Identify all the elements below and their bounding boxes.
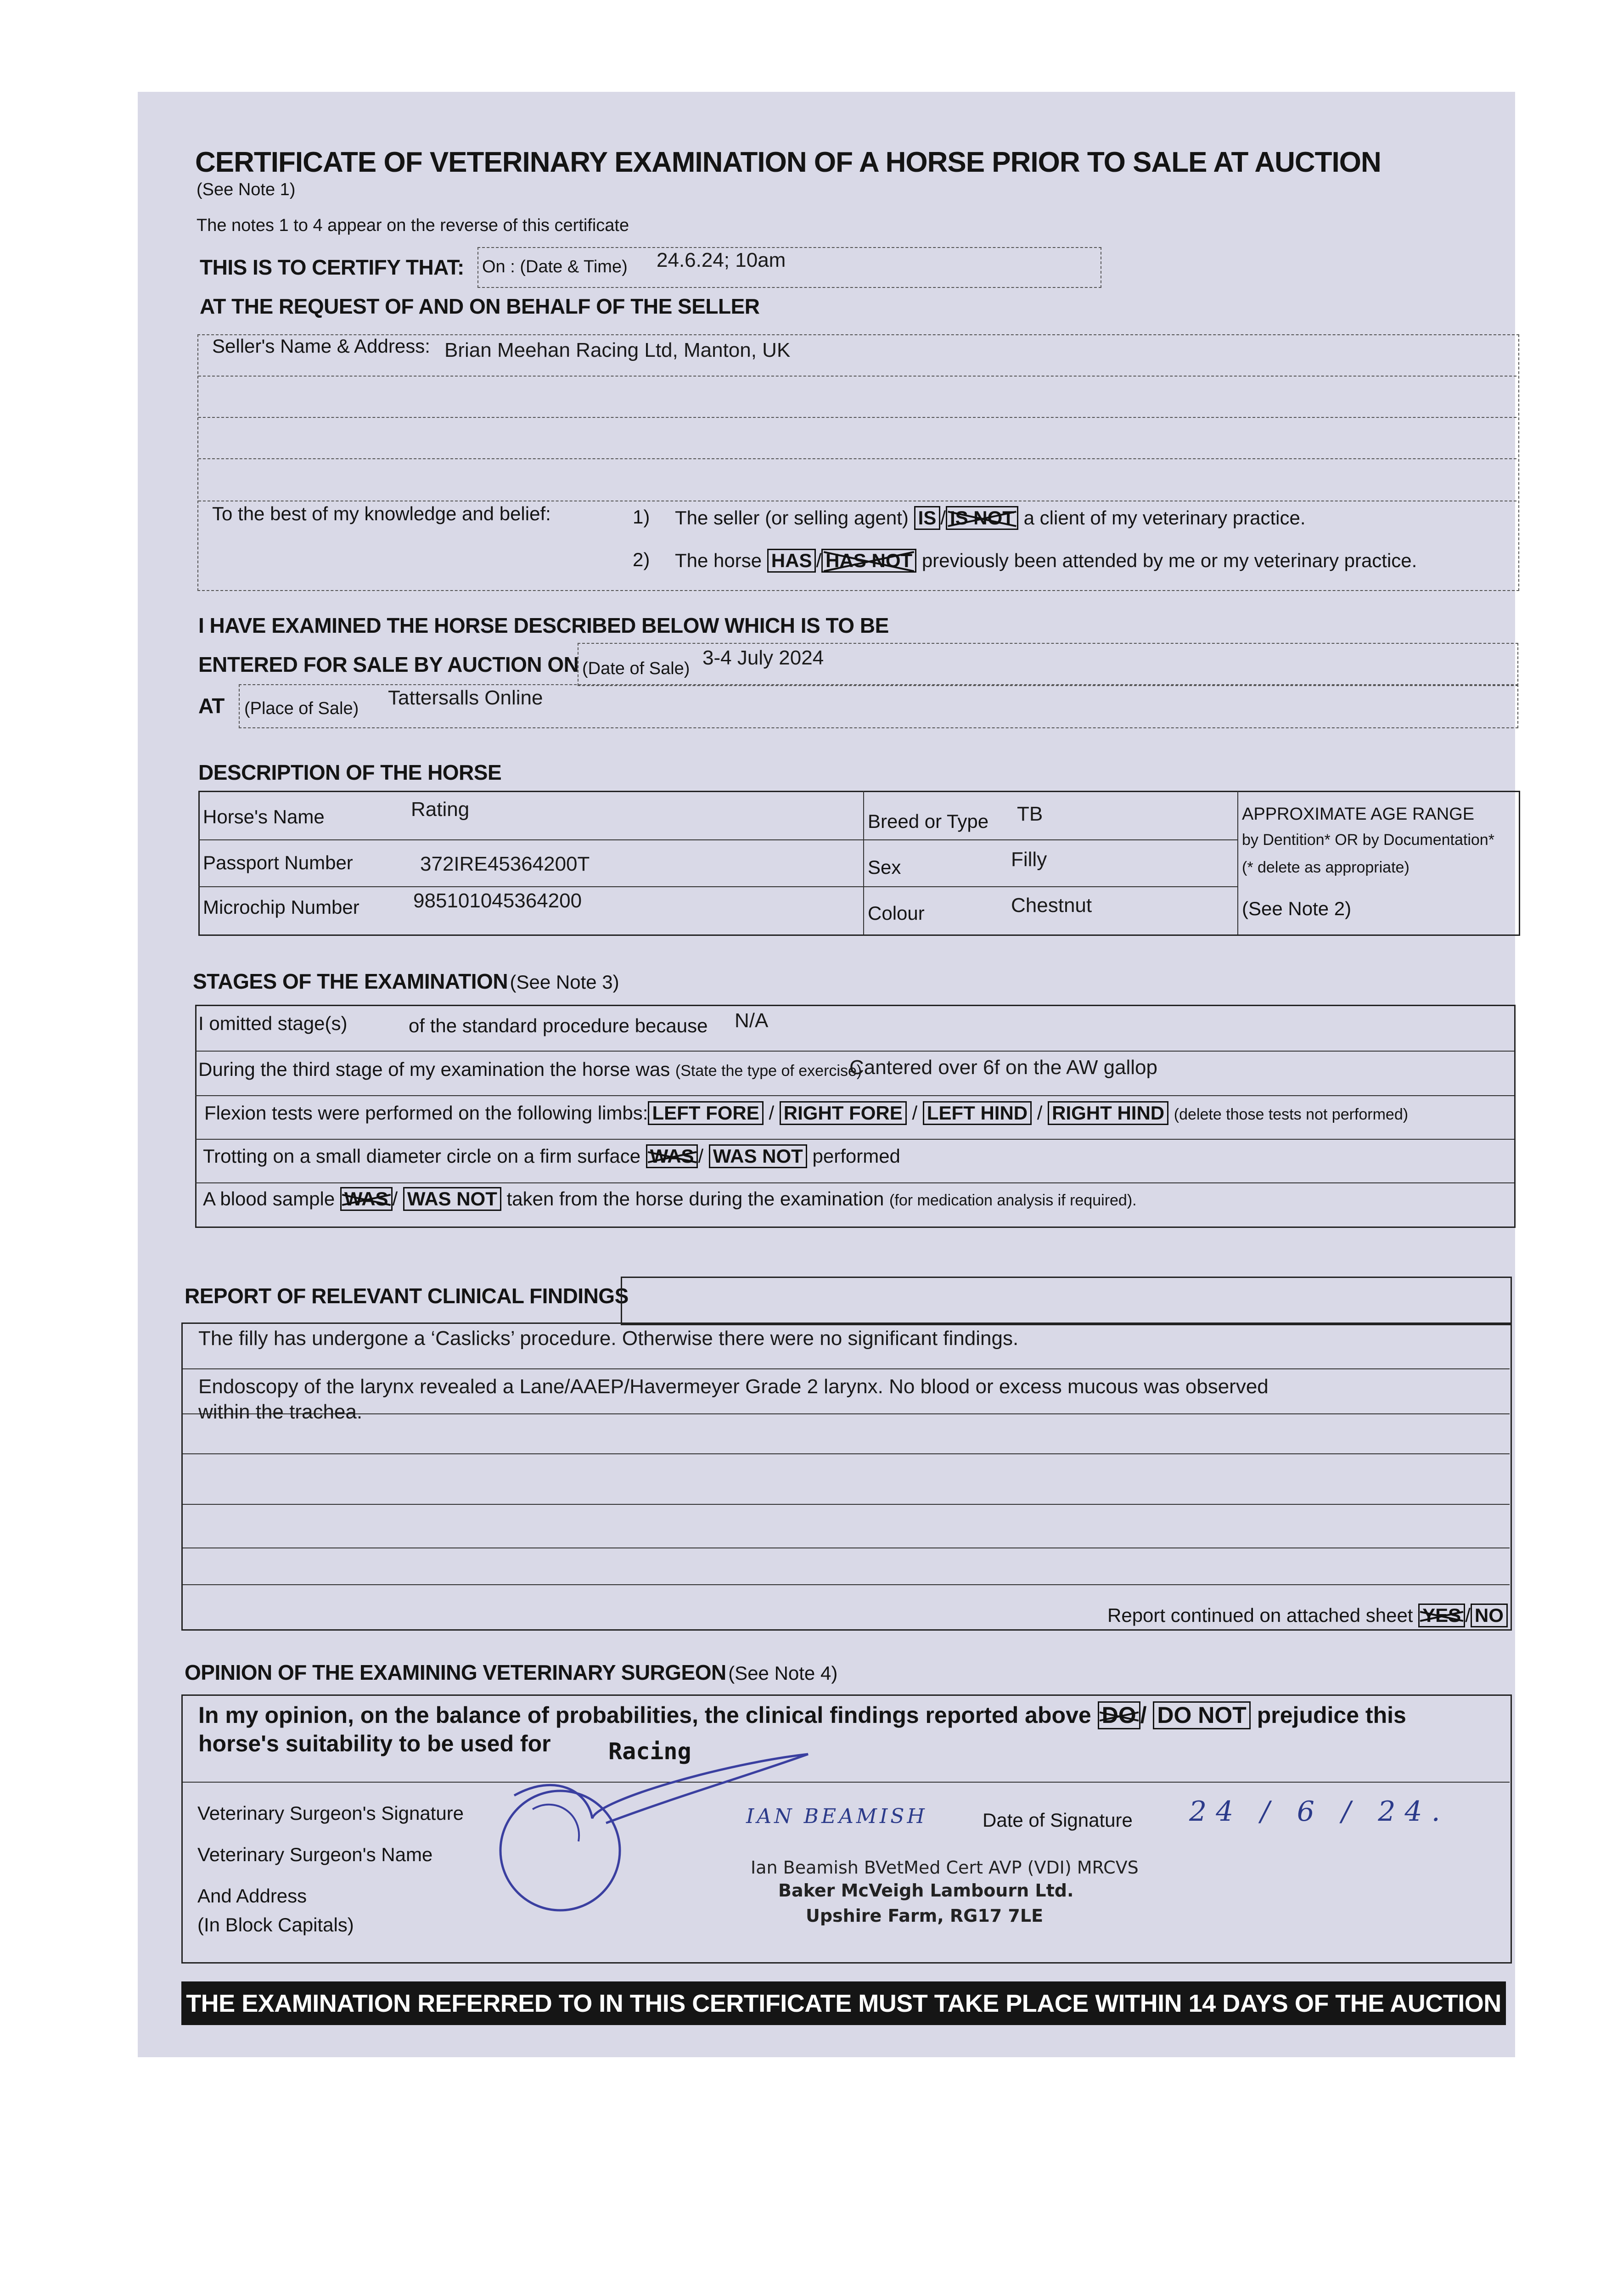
trot-was-struck[interactable]: WAS bbox=[646, 1144, 698, 1168]
flexion-row: Flexion tests were performed on the following limbs: LEFT FORE / RIGHT FORE / LEFT HIND / RIGHT HIND (delete those tests not performed) bbox=[204, 1101, 1408, 1125]
flex-right-hind[interactable]: RIGHT HIND bbox=[1048, 1101, 1168, 1125]
opinion-use-value: Racing bbox=[608, 1738, 691, 1765]
blood-was-not[interactable]: WAS NOT bbox=[403, 1187, 501, 1211]
sale-at-label: AT bbox=[198, 694, 225, 718]
age-heading: APPROXIMATE AGE RANGE bbox=[1242, 805, 1475, 824]
colour-label: Colour bbox=[868, 902, 925, 924]
stages-heading: STAGES OF THE EXAMINATION (See Note 3) bbox=[193, 969, 619, 993]
option-is-not-struck[interactable]: IS NOT bbox=[946, 506, 1018, 530]
colour-value: Chestnut bbox=[1011, 894, 1092, 917]
belief-item2-suffix: previously been attended by me or my veterinary practice. bbox=[921, 550, 1417, 571]
opinion-heading: OPINION OF THE EXAMINING VETERINARY SURGEON (See Note 4) bbox=[185, 1660, 838, 1684]
passport-label: Passport Number bbox=[203, 852, 353, 873]
flex-left-hind[interactable]: LEFT HIND bbox=[923, 1101, 1032, 1125]
breed-label: Breed or Type bbox=[868, 810, 989, 832]
sex-value: Filly bbox=[1011, 848, 1047, 871]
continued-no[interactable]: NO bbox=[1471, 1604, 1508, 1627]
request-label: AT THE REQUEST OF AND ON BEHALF OF THE SELLER bbox=[200, 294, 760, 318]
report-line-2b: within the trachea. bbox=[198, 1401, 363, 1423]
opinion-text-3: horse's suitability to be used for bbox=[198, 1731, 551, 1756]
certify-date-value: 24.6.24; 10am bbox=[657, 249, 786, 271]
omitted-label: I omitted stage(s) bbox=[198, 1013, 348, 1034]
printed-name-handwritten: IAN BEAMISH bbox=[746, 1805, 927, 1828]
description-heading: DESCRIPTION OF THE HORSE bbox=[198, 760, 502, 784]
age-note: (See Note 2) bbox=[1242, 898, 1352, 919]
certificate-title: CERTIFICATE OF VETERINARY EXAMINATION OF A HORSE PRIOR TO SALE AT AUCTION bbox=[195, 146, 1381, 178]
seller-label: Seller's Name & Address: bbox=[212, 335, 430, 357]
third-stage-label: During the third stage of my examination the horse was (State the type of exercise) bbox=[198, 1058, 862, 1080]
date-sig-label: Date of Signature bbox=[983, 1809, 1133, 1831]
belief-label: To the best of my knowledge and belief: bbox=[212, 503, 551, 524]
horse-name-label: Horse's Name bbox=[203, 806, 325, 827]
flex-left-fore[interactable]: LEFT FORE bbox=[648, 1101, 763, 1125]
option-has-not-struck[interactable]: HAS NOT bbox=[821, 549, 916, 573]
stamp-line-3: Upshire Farm, RG17 7LE bbox=[806, 1906, 1044, 1926]
horse-name-value: Rating bbox=[411, 798, 470, 821]
sale-place-value: Tattersalls Online bbox=[388, 687, 543, 709]
trot-row: Trotting on a small diameter circle on a firm surface WAS / WAS NOT performed bbox=[203, 1144, 900, 1168]
sig-label: Veterinary Surgeon's Signature bbox=[197, 1802, 464, 1824]
belief-item2: The horse HAS / HAS NOT previously been attended by me or my veterinary practice. bbox=[675, 549, 1417, 573]
age-line-2: by Dentition* OR by Documentation* bbox=[1242, 831, 1494, 849]
trot-was-not[interactable]: WAS NOT bbox=[709, 1144, 807, 1168]
signature-scribble bbox=[487, 1745, 817, 1919]
report-heading: REPORT OF RELEVANT CLINICAL FINDINGS bbox=[185, 1284, 629, 1308]
third-stage-value: Cantered over 6f on the AW gallop bbox=[849, 1056, 1157, 1079]
breed-value: TB bbox=[1017, 803, 1043, 825]
footer-banner: THE EXAMINATION REFERRED TO IN THIS CERTIFICATE MUST TAKE PLACE WITHIN 14 DAYS OF THE AUCTION bbox=[181, 1981, 1506, 2025]
blood-row: A blood sample WAS / WAS NOT taken from the horse during the examination (for medication analysis if required). bbox=[203, 1187, 1137, 1211]
see-note-1: (See Note 1) bbox=[197, 180, 296, 199]
opinion-do-struck[interactable]: DO bbox=[1098, 1701, 1140, 1729]
opinion-text-1: In my opinion, on the balance of probabilities, the clinical findings reported above DO / DO NOT prejudice this bbox=[198, 1701, 1406, 1729]
certify-date-label: On : (Date & Time) bbox=[482, 257, 628, 276]
belief-item1-suffix: a client of my veterinary practice. bbox=[1023, 507, 1306, 529]
omitted-mid: of the standard procedure because bbox=[409, 1015, 708, 1036]
blood-was-struck[interactable]: WAS bbox=[340, 1187, 393, 1211]
report-continued: Report continued on attached sheet YES / NO bbox=[1107, 1604, 1508, 1627]
microchip-label: Microchip Number bbox=[203, 896, 359, 918]
sale-date-value: 3-4 July 2024 bbox=[702, 647, 824, 669]
omitted-value: N/A bbox=[735, 1009, 769, 1032]
flex-right-fore[interactable]: RIGHT FORE bbox=[780, 1101, 907, 1125]
option-is[interactable]: IS bbox=[914, 506, 941, 530]
certify-label: THIS IS TO CERTIFY THAT: bbox=[200, 255, 464, 279]
report-line-2a: Endoscopy of the larynx revealed a Lane/AAEP/Havermeyer Grade 2 larynx. No blood or excess mucous was observed bbox=[198, 1375, 1269, 1398]
report-heading-box bbox=[621, 1277, 1512, 1325]
seller-value: Brian Meehan Racing Ltd, Manton, UK bbox=[444, 339, 791, 361]
option-has[interactable]: HAS bbox=[767, 549, 816, 573]
microchip-value: 985101045364200 bbox=[413, 889, 582, 912]
sale-heading-1: I HAVE EXAMINED THE HORSE DESCRIBED BELOW WHICH IS TO BE bbox=[198, 613, 889, 637]
date-sig-value: 24 / 6 / 24. bbox=[1189, 1795, 1449, 1828]
belief-item1: The seller (or selling agent) IS / IS NOT a client of my veterinary practice. bbox=[675, 506, 1306, 530]
belief-item1-num: 1) bbox=[633, 506, 650, 528]
stamp-line-1: Ian Beamish BVetMed Cert AVP (VDI) MRCVS bbox=[751, 1857, 1139, 1878]
belief-item2-num: 2) bbox=[633, 549, 650, 570]
sale-place-label: (Place of Sale) bbox=[244, 699, 359, 718]
block-capitals-label: (In Block Capitals) bbox=[197, 1914, 354, 1936]
report-line-1: The filly has undergone a ‘Caslicks’ procedure. Otherwise there were no significant findings. bbox=[198, 1327, 1019, 1350]
belief-item2-prefix: The horse bbox=[675, 550, 762, 571]
stamp-line-2: Baker McVeigh Lambourn Ltd. bbox=[778, 1880, 1074, 1901]
opinion-do-not[interactable]: DO NOT bbox=[1153, 1701, 1250, 1729]
address-label: And Address bbox=[197, 1885, 307, 1907]
sale-heading-2: ENTERED FOR SALE BY AUCTION ON bbox=[198, 653, 579, 676]
belief-item1-prefix: The seller (or selling agent) bbox=[675, 507, 909, 529]
continued-yes-struck[interactable]: YES bbox=[1418, 1604, 1465, 1627]
name-label: Veterinary Surgeon's Name bbox=[197, 1844, 433, 1865]
notes-text: The notes 1 to 4 appear on the reverse of this certificate bbox=[197, 216, 629, 235]
sex-label: Sex bbox=[868, 856, 901, 878]
passport-value: 372IRE45364200T bbox=[420, 853, 590, 875]
sale-date-label: (Date of Sale) bbox=[582, 659, 690, 678]
age-line-3: (* delete as appropriate) bbox=[1242, 859, 1410, 876]
